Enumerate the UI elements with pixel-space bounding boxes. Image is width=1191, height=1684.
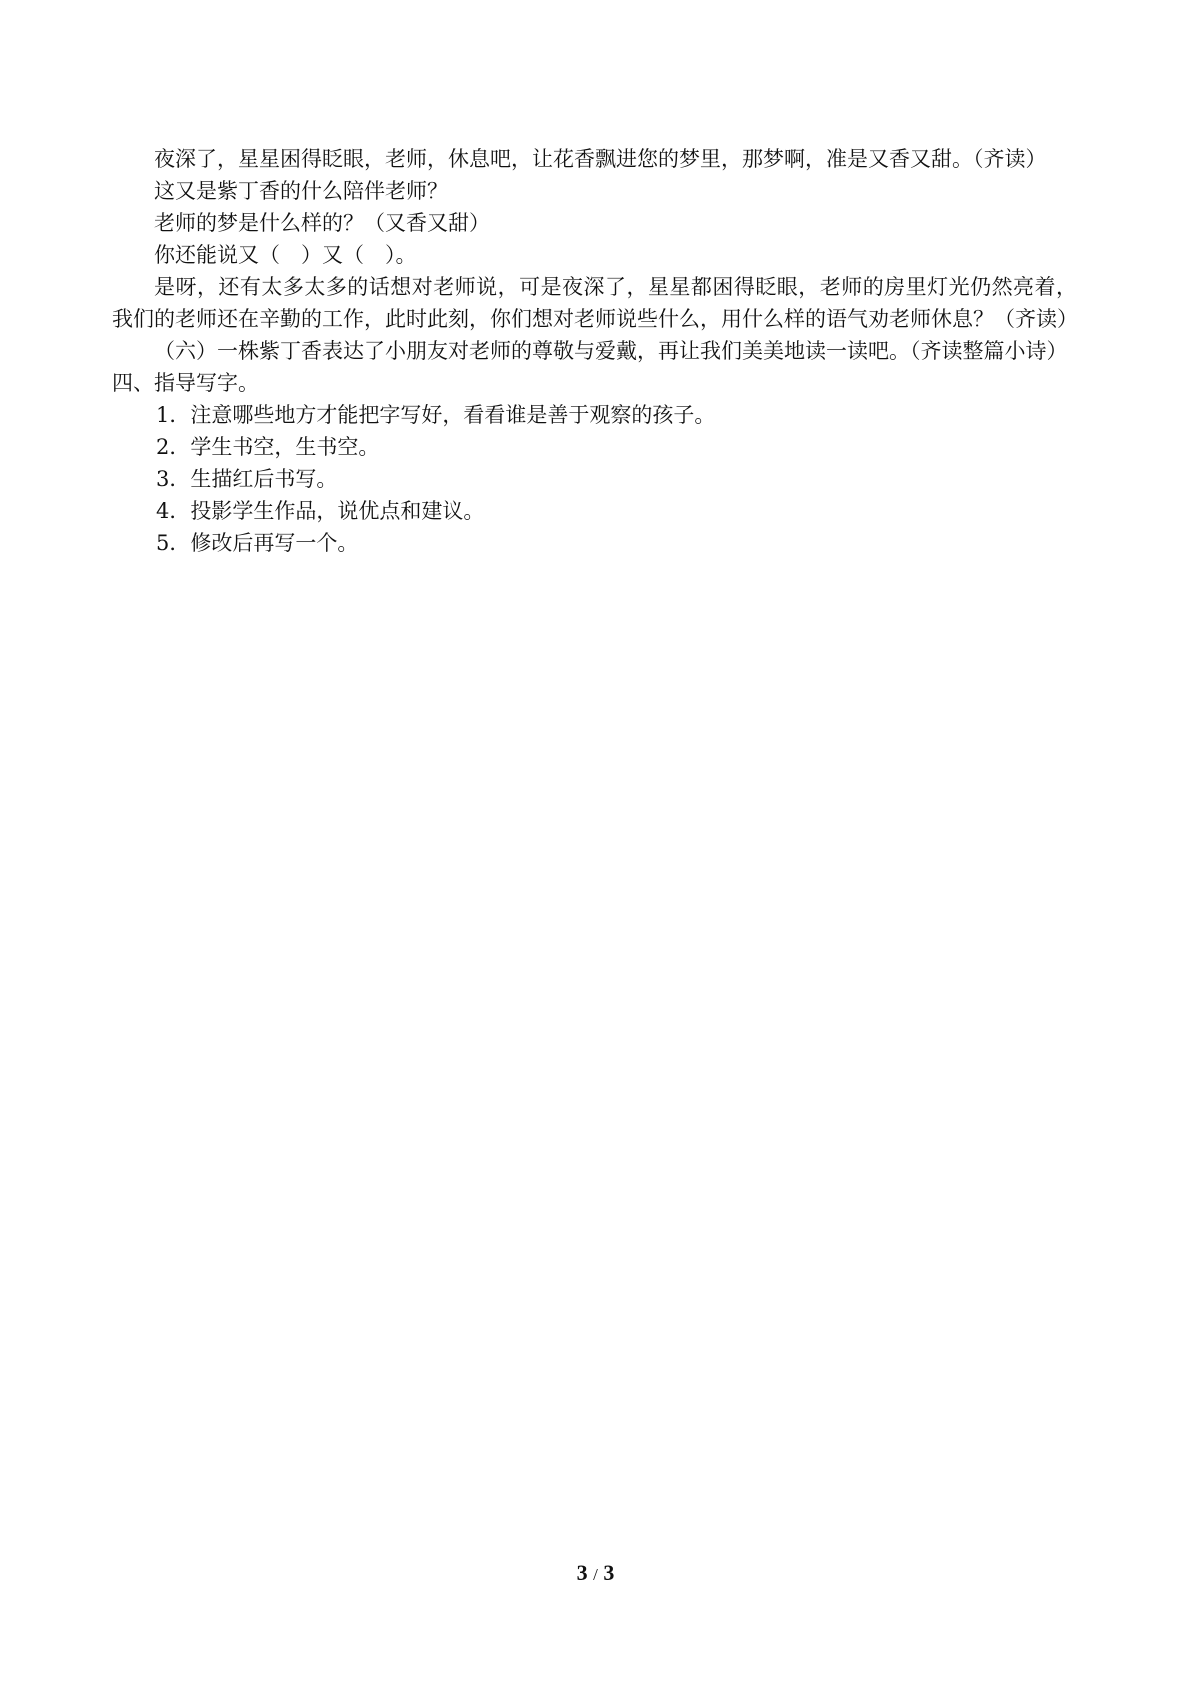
step-item-4: 4．投影学生作品，说优点和建议。 <box>156 499 485 523</box>
step-item-2: 2．学生书空，生书空。 <box>156 435 380 459</box>
paragraph-fill-in: 你还能说又（ ）又（ ）。 <box>154 243 417 267</box>
paragraph-section-six: （六）一株紫丁香表达了小朋友对老师的尊敬与爱戴，再让我们美美地读一读吧。（齐读整篇小诗） <box>154 339 1068 363</box>
current-page-number: 3 <box>576 1560 588 1585</box>
document-body <box>112 143 1077 559</box>
step-item-1: 1．注意哪些地方才能把字写好，看看谁是善于观察的孩子。 <box>156 403 716 427</box>
total-page-number: 3 <box>603 1560 615 1585</box>
page-number-footer <box>0 1560 1191 1588</box>
section-heading-writing: 四、指导写字。 <box>112 371 259 395</box>
paragraph-teacher-rest: 是呀，还有太多太多的话想对老师说，可是夜深了，星星都困得眨眼，老师的房里灯光仍然亮着，我们的老师还在辛勤的工作，此时此刻，你们想对老师说些什么，用什么样的语气劝老师休息？（齐读） <box>112 275 1078 331</box>
paragraph-question-companion: 这又是紫丁香的什么陪伴老师？ <box>154 179 448 203</box>
step-item-5: 5．修改后再写一个。 <box>156 531 359 555</box>
paragraph-question-dream: 老师的梦是什么样的？（又香又甜） <box>154 211 490 235</box>
step-item-3: 3．生描红后书写。 <box>156 467 338 491</box>
paragraph-night-dream: 夜深了，星星困得眨眼，老师，休息吧，让花香飘进您的梦里，那梦啊，准是又香又甜。（齐读） <box>154 147 1047 171</box>
page-number-separator: / <box>593 1565 598 1584</box>
